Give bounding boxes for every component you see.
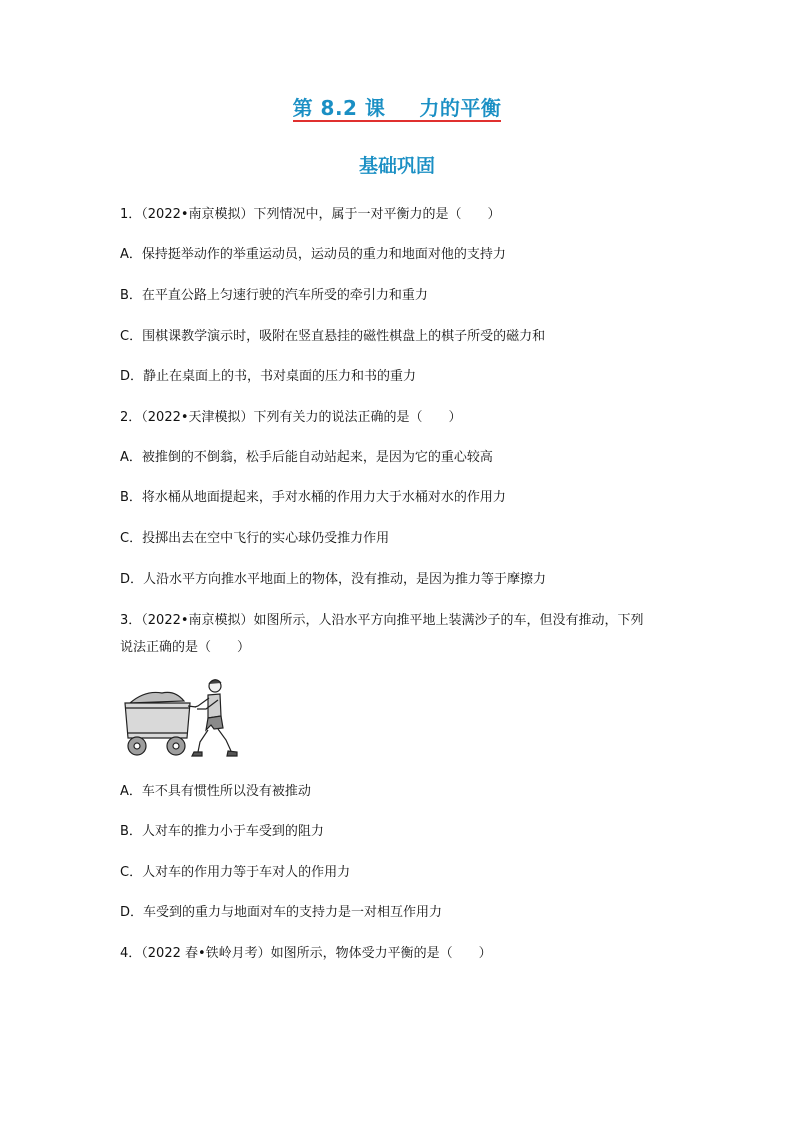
lesson-topic: 力的平衡 [419, 96, 502, 120]
q3-option-c: C．人对车的作用力等于车对人的作用力 [120, 865, 351, 880]
q3-option-b: B．人对车的推力小于车受到的阻力 [120, 824, 324, 839]
q2-option-d: D．人沿水平方向推水平地面上的物体，没有推动，是因为推力等于摩擦力 [120, 572, 547, 587]
section-heading: 基础巩固 [358, 155, 435, 177]
q3-option-d: D．车受到的重力与地面对车的支持力是一对相互作用力 [120, 905, 443, 920]
q3-stem-line2: 说法正确的是（ ） [120, 640, 251, 655]
q2-option-b: B．将水桶从地面提起来，手对水桶的作用力大于水桶对水的作用力 [120, 490, 506, 505]
lesson-number: 第 8.2 课 [292, 96, 386, 120]
lesson-title [293, 97, 502, 122]
cart-push-figure [120, 676, 240, 762]
q1-stem: 1．（2022•南京模拟）下列情况中，属于一对平衡力的是（ ） [120, 207, 501, 222]
q3-option-a: A．车不具有惯性所以没有被推动 [120, 784, 311, 799]
q2-option-c: C．投掷出去在空中飞行的实心球仍受推力作用 [120, 531, 390, 546]
q4-stem: 4．（2022 春•铁岭月考）如图所示，物体受力平衡的是（ ） [120, 946, 492, 961]
cart-illustration [125, 692, 196, 755]
q3-stem-line1: 3．（2022•南京模拟）如图所示，人沿水平方向推平地上装满沙子的车，但没有推动，下列 [120, 613, 644, 628]
q1-option-a: A．保持挺举动作的举重运动员，运动员的重力和地面对他的支持力 [120, 247, 506, 262]
q1-option-b: B．在平直公路上匀速行驶的汽车所受的牵引力和重力 [120, 288, 428, 303]
person-illustration [192, 680, 237, 756]
q1-option-c: C．围棋课教学演示时，吸附在竖直悬挂的磁性棋盘上的棋子所受的磁力和 [120, 329, 546, 344]
q2-stem: 2．（2022•天津模拟）下列有关力的说法正确的是（ ） [120, 410, 462, 425]
q2-option-a: A．被推倒的不倒翁，松手后能自动站起来，是因为它的重心较高 [120, 450, 493, 465]
q1-option-d: D．静止在桌面上的书，书对桌面的压力和书的重力 [120, 369, 417, 384]
title-wrap [0, 97, 794, 122]
